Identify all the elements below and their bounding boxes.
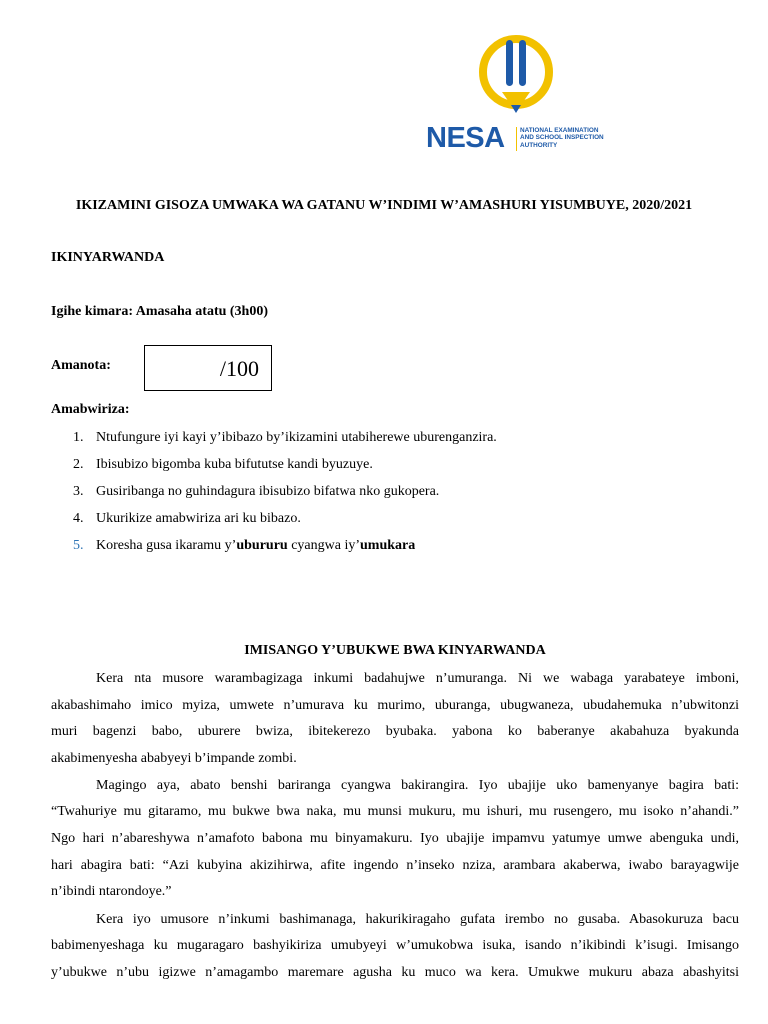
subject-heading: IKINYARWANDA xyxy=(51,250,165,265)
paragraph-line: Ngo hari n’abareshywa n’amafoto babona mu binyamakuru. Iyo ubajije impamvu yatumye umwe abenguka undi, xyxy=(51,831,739,846)
section-title: IMISANGO Y’UBUKWE BWA KINYARWANDA xyxy=(244,643,546,658)
instructions-heading: Amabwiriza: xyxy=(51,402,130,417)
paragraph-line: akabashimaho imico myiza, umwete n’umurava ku murimo, uburanga, ubugwaneza, ubudahemuka n’ubwitonzi xyxy=(51,698,739,713)
paragraph-line: Kera nta musore warambagizaga inkumi badahujwe n’umuranga. Ni we wabaga yarabateye imboni, xyxy=(96,671,739,686)
paragraph-line: hari abagira bati: “Azi kubyina akizihirwa, afite ingendo n’inseko nziza, arambara akaberwa, iwabo barayagwije xyxy=(51,858,739,873)
instruction-item: 3. Gusiribanga no guhindagura ibisubizo bifatwa nko gukopera. xyxy=(73,484,440,499)
paragraph-line: Kera iyo umusore n’inkumi bashimanaga, hakurikiragaho gufata irembo no gusaba. Abasokuruza bacu xyxy=(96,912,739,927)
nesa-logo xyxy=(424,34,620,158)
instruction-item: 5. Koresha gusa ikaramu y’ubururu cyangwa iy’umukara xyxy=(73,538,416,553)
paragraph-line: babimenyeshaga ku mugaragaro bashyikiriza umubyeyi w’umukobwa isuka, isando n’ikibindi k’isugi. Imisango xyxy=(51,938,739,953)
exam-title: IKIZAMINI GISOZA UMWAKA WA GATANU W’INDIMI W’AMASHURI YISUMBUYE, 2020/2021 xyxy=(75,198,693,213)
instructions-list xyxy=(51,428,741,563)
marks-total: /100 xyxy=(219,356,259,381)
instruction-item: 1. Ntufungure iyi kayi y’ibibazo by’ikizamini utabiherewe uburenganzira. xyxy=(73,430,497,445)
logo-acronym: NESA xyxy=(426,122,505,154)
instruction-item: 2. Ibisubizo bigomba kuba bifututse kandi byuzuye. xyxy=(73,457,373,472)
marks-box xyxy=(144,345,272,391)
logo-divider xyxy=(516,127,517,151)
pencil-emblem-icon xyxy=(475,34,557,120)
instruction-item: 4. Ukurikize amabwiriza ari ku bibazo. xyxy=(73,511,301,526)
paragraph-line: “Twahuriye mu gitaramo, mu bukwe bwa naka, mu munsi mukuru, mu ishuri, mu rusengero, mu isoko n’ahandi.” xyxy=(51,804,739,819)
paragraph-line: Magingo aya, abato benshi bariranga cyangwa bakirangira. Iyo ubajije uko bamenyanye bagira bati: xyxy=(96,778,739,793)
exam-duration: Igihe kimara: Amasaha atatu (3h00) xyxy=(51,304,269,319)
marks-label: Amanota: xyxy=(51,358,111,373)
paragraph-line: n’ibindi ntarondoye.” xyxy=(51,884,172,899)
logo-subtitle: NATIONAL EXAMINATION AND SCHOOL INSPECTION AUTHORITY xyxy=(520,127,604,149)
paragraph-line: y’ubukwe n’ubu igizwe n’amagambo maremare agusha ku muco wa kera. Umukwe mukuru abaza abashyitsi xyxy=(51,965,739,980)
paragraph-line: akabimenyesha ababyeyi b’impande zombi. xyxy=(51,751,297,766)
paragraph-line: muri bagenzi babo, uburere bwiza, ibitekerezo byubaka. yabona ko baberanye akabahuza byakunda xyxy=(51,724,739,739)
